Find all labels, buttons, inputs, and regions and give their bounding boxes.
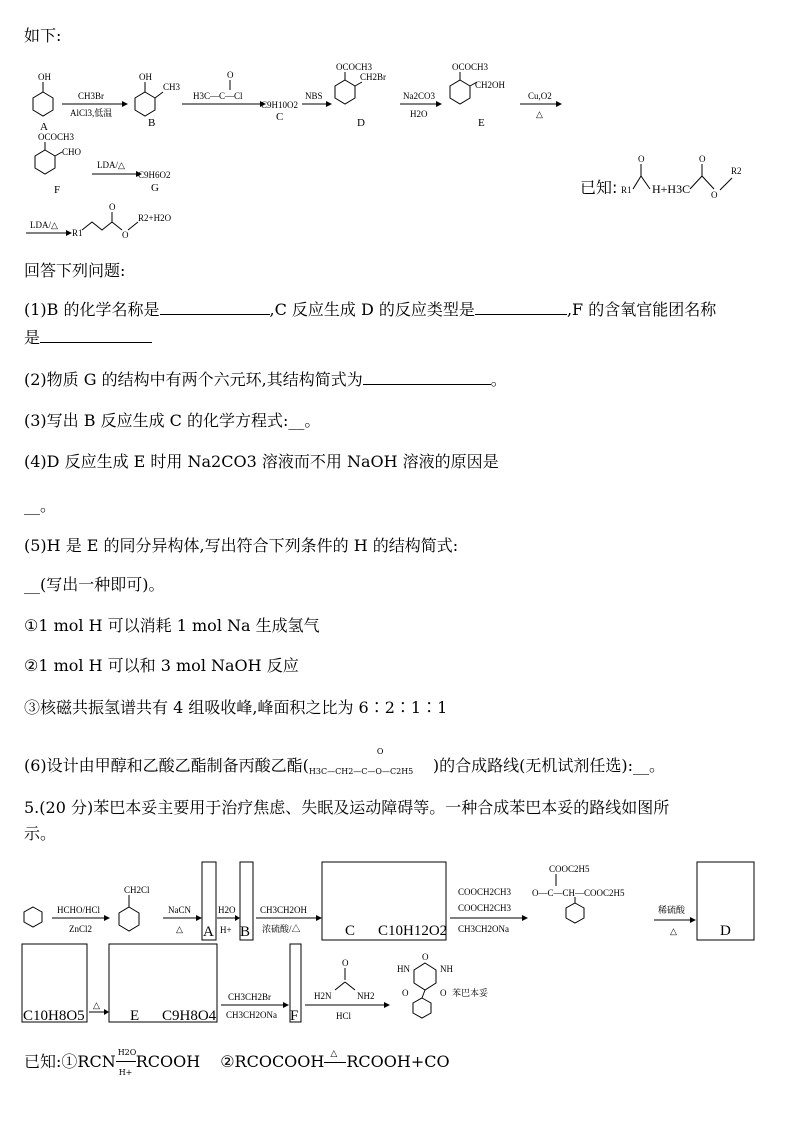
phenobarbital [397, 952, 488, 1018]
svg-text:R2: R2 [731, 166, 742, 176]
p5-arrow-3 [217, 905, 240, 935]
question-5-answer: __(写出一种即可)。 [24, 575, 165, 594]
p5-arrow-6 [654, 904, 696, 936]
svg-text:R1: R1 [72, 228, 83, 238]
p5-arrow-1 [52, 905, 110, 934]
label-box-d: D [720, 923, 731, 939]
svg-text:LDA/△: LDA/△ [30, 220, 58, 230]
svg-text:CH2OH: CH2OH [475, 80, 506, 90]
svg-text:O: O [711, 190, 718, 200]
svg-text:苯巴本妥: 苯巴本妥 [452, 988, 489, 998]
svg-text:R2+H2O: R2+H2O [138, 213, 172, 223]
svg-text:OH: OH [139, 72, 152, 82]
label-box-c: C [345, 923, 356, 939]
box-c10-formula: C10H8O5 [23, 1008, 85, 1024]
svg-text:O: O [440, 988, 447, 998]
svg-text:O: O [109, 202, 116, 212]
svg-text:H2O: H2O [410, 109, 428, 119]
g-formula: C9H6O2 [138, 170, 171, 180]
svg-text:AlCl3,低温: AlCl3,低温 [70, 108, 113, 118]
svg-text:HCl: HCl [336, 1011, 352, 1021]
label-box-e: E [130, 1008, 140, 1024]
question-2: (2)物质 G 的结构中有两个六元环,其结构简式为 。 [24, 370, 507, 389]
c-formula: C9H10O2 [261, 100, 299, 110]
svg-text:R1: R1 [621, 185, 632, 195]
p5-arrow-7 [89, 1000, 109, 1015]
svg-text:O: O [122, 230, 129, 240]
svg-text:CH3CH2ONa: CH3CH2ONa [458, 924, 509, 934]
p5-arrow-5 [450, 887, 528, 934]
svg-text:CH3CH2OH: CH3CH2OH [260, 905, 308, 915]
svg-text:O—C—CH—COOC2H5: O—C—CH—COOC2H5 [532, 888, 625, 898]
label-c: C [276, 111, 284, 123]
label-e: E [478, 117, 485, 129]
condition-3: ③核磁共振氢谱共有 4 组吸收峰,峰面积之比为 6∶2∶1∶1 [24, 698, 448, 717]
svg-text:OCOCH3: OCOCH3 [452, 62, 489, 72]
svg-text:O: O [422, 952, 429, 962]
benzyl-chloride [119, 885, 150, 931]
svg-text:Na2CO3: Na2CO3 [403, 91, 435, 101]
svg-text:O: O [342, 958, 349, 968]
label-b: B [148, 117, 156, 129]
svg-text:H3C—C—Cl: H3C—C—Cl [193, 91, 243, 101]
svg-text:HCHO/HCl: HCHO/HCl [57, 905, 101, 915]
svg-text:O: O [402, 988, 409, 998]
label-a: A [40, 121, 48, 133]
question-5: (5)H 是 E 的同分异构体,写出符合下列条件的 H 的结构简式: [24, 536, 459, 555]
svg-text:H2N: H2N [314, 991, 332, 1001]
questions-header: 回答下列问题: [24, 261, 126, 280]
label-box-a: A [203, 924, 214, 940]
svg-text:△: △ [536, 109, 543, 119]
question-1-cont: 是 [24, 328, 152, 348]
urea [314, 958, 375, 1001]
label-g: G [151, 182, 159, 194]
svg-text:NH2: NH2 [357, 991, 375, 1001]
question-6: (6)设计由甲醇和乙酸乙酯制备丙酸乙酯( H3C—CH2—C—O—C2H5 O )的合成路线(无机试剂任选):__。 [24, 756, 665, 776]
svg-text:CH3CH2Br: CH3CH2Br [228, 992, 272, 1002]
box-e-formula: C9H8O4 [162, 1008, 217, 1024]
svg-text:COOC2H5: COOC2H5 [549, 864, 590, 874]
p5-arrow-4 [256, 905, 322, 934]
p5-arrow-9 [305, 1002, 390, 1021]
svg-text:CHO: CHO [62, 147, 82, 157]
condition-1: ①1 mol H 可以消耗 1 mol Na 生成氢气 [24, 616, 320, 635]
known-2: 已知:①RCN $\frac{H2O}{H+}$ RCOOH ②RCOCOOH △ RCOOH+CO [24, 1048, 450, 1077]
svg-text:NBS: NBS [305, 91, 323, 101]
svg-text:COOCH2CH3: COOCH2CH3 [458, 903, 512, 913]
problem-5-line-1: 5.(20 分)苯巴本妥主要用于治疗焦虑、失眠及运动障碍等。一种合成苯巴本妥的路线如图所 [24, 798, 670, 817]
label-d: D [357, 117, 365, 129]
svg-text:CH3CH2ONa: CH3CH2ONa [226, 1010, 277, 1020]
problem-5-line-2: 示。 [24, 824, 57, 843]
p5-arrow-8 [221, 992, 289, 1020]
a-oh: OH [38, 72, 51, 82]
box-c-formula: C10H12O2 [378, 923, 448, 939]
svg-text:已知:: 已知: [580, 178, 618, 197]
condition-2: ②1 mol H 可以和 3 mol NaOH 反应 [24, 656, 299, 675]
question-4-answer: __。 [24, 496, 57, 515]
svg-text:O: O [638, 154, 645, 164]
svg-text:CH3: CH3 [163, 82, 181, 92]
question-4: (4)D 反应生成 E 时用 Na2CO3 溶液而不用 NaOH 溶液的原因是 [24, 452, 499, 471]
svg-text:LDA/△: LDA/△ [97, 160, 125, 170]
label-box-f: F [290, 1008, 299, 1024]
svg-text:△: △ [176, 924, 183, 934]
svg-text:NH: NH [440, 964, 453, 974]
svg-text:H+H3C: H+H3C [652, 182, 691, 196]
svg-text:CH2Cl: CH2Cl [124, 885, 150, 895]
diester-product [532, 864, 625, 923]
svg-text:O: O [227, 70, 234, 80]
svg-text:O: O [699, 154, 706, 164]
svg-text:浓硫酸/△: 浓硫酸/△ [262, 924, 301, 934]
svg-text:稀硫酸: 稀硫酸 [658, 905, 686, 915]
svg-text:H2O: H2O [218, 905, 236, 915]
svg-text:OCOCH3: OCOCH3 [38, 132, 75, 142]
svg-text:CH3Br: CH3Br [78, 91, 105, 101]
svg-text:NaCN: NaCN [168, 905, 191, 915]
svg-text:△: △ [93, 1000, 100, 1010]
svg-text:△: △ [670, 926, 677, 936]
svg-text:Cu,O2: Cu,O2 [528, 91, 552, 101]
label-box-b: B [240, 924, 251, 940]
svg-text:HN: HN [397, 964, 410, 974]
svg-text:ZnCl2: ZnCl2 [69, 924, 93, 934]
svg-text:H+: H+ [220, 925, 232, 935]
label-f: F [54, 184, 61, 196]
svg-text:CH2Br: CH2Br [360, 72, 387, 82]
question-1: (1)B 的化学名称是 ,C 反应生成 D 的反应类型是 ,F 的含氧官能团名称 [24, 300, 717, 319]
benzene [24, 907, 42, 927]
intro-text: 如下: [24, 26, 62, 45]
svg-text:COOCH2CH3: COOCH2CH3 [458, 887, 512, 897]
question-3: (3)写出 B 反应生成 C 的化学方程式:__。 [24, 411, 321, 430]
q6-structure: H3C—CH2—C—O—C2H5 [308, 767, 414, 776]
svg-text:OCOCH3: OCOCH3 [336, 62, 373, 72]
p5-arrow-2 [163, 905, 202, 934]
